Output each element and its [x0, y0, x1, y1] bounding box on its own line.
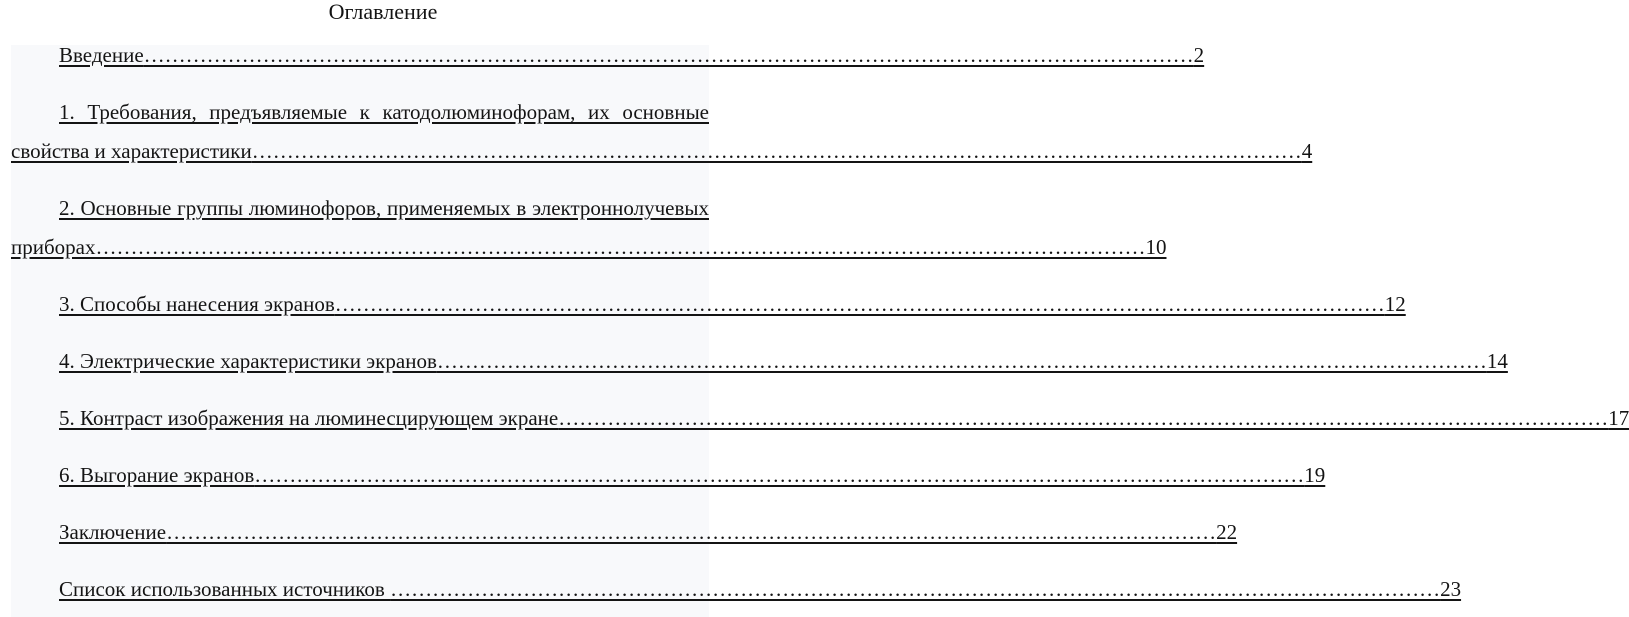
dot-leader [166, 513, 1216, 552]
dot-leader [95, 228, 1145, 267]
toc-page-number: 2 [1193, 43, 1205, 67]
toc-page-number: 12 [1384, 292, 1406, 316]
dot-leader [558, 399, 1608, 438]
dot-leader [437, 342, 1487, 381]
toc-entry-section-5 [11, 399, 1629, 438]
toc-entry-label: 6. Выгорание экранов [59, 463, 255, 487]
toc-page-number: 10 [1145, 235, 1167, 259]
toc-entry-section-2 [11, 189, 1167, 267]
toc-entry-section-4 [11, 342, 1508, 381]
toc-entry-label: 5. Контраст изображения на люминесцирующем экране [59, 406, 559, 430]
toc-entry-section-3 [11, 285, 1406, 324]
dot-leader [254, 456, 1304, 495]
toc-page-number: 4 [1301, 139, 1313, 163]
toc-page-number: 23 [1440, 577, 1462, 601]
toc-entry-label: свойства и характеристики [11, 139, 252, 163]
toc-link-conclusion[interactable] [11, 513, 1238, 552]
dot-leader [335, 285, 1385, 324]
toc-link-section-6[interactable] [11, 456, 1326, 495]
toc-link-section-3[interactable] [11, 285, 1406, 324]
toc-entry-label: приборах [11, 235, 96, 259]
dot-leader [390, 570, 1440, 609]
toc-entry-section-1 [11, 93, 1313, 171]
toc-page-number: 17 [1608, 406, 1629, 430]
toc-link-section-2-line-2[interactable] [11, 228, 1167, 267]
toc-entry-section-6 [11, 456, 1326, 495]
toc-selection-area [11, 43, 1629, 617]
toc-page-number: 19 [1304, 463, 1326, 487]
dot-leader [252, 132, 1302, 171]
toc-link-section-2-line-1[interactable]: 2. Основные группы люминофоров, применяемых в электроннолучевых [59, 196, 709, 220]
toc-page-number: 22 [1216, 520, 1238, 544]
toc-entry-label: 4. Электрические характеристики экранов [59, 349, 437, 373]
toc-link-section-5[interactable] [11, 399, 1629, 438]
toc-link-introduction[interactable] [11, 36, 1205, 75]
toc-entry-references [11, 570, 1462, 609]
table-of-contents [11, 36, 1629, 609]
toc-link-section-4[interactable] [11, 342, 1508, 381]
toc-entry-conclusion [11, 513, 1238, 552]
toc-entry-label: Список использованных источников [59, 577, 391, 601]
dot-leader [144, 36, 1194, 75]
toc-link-section-1-line-2[interactable] [11, 132, 1313, 171]
page-title: Оглавление [328, 0, 438, 24]
toc-entry-label: Введение [59, 43, 144, 67]
toc-link-section-1-line-1[interactable]: 1. Требования, предъявляемые к катодолюминофорам, их основные [59, 100, 709, 124]
toc-entry-label: 3. Способы нанесения экранов [59, 292, 335, 316]
toc-page-number: 14 [1486, 349, 1508, 373]
toc-entry-label: Заключение [59, 520, 167, 544]
toc-entry-introduction [11, 36, 1205, 75]
toc-link-references[interactable] [11, 570, 1462, 609]
